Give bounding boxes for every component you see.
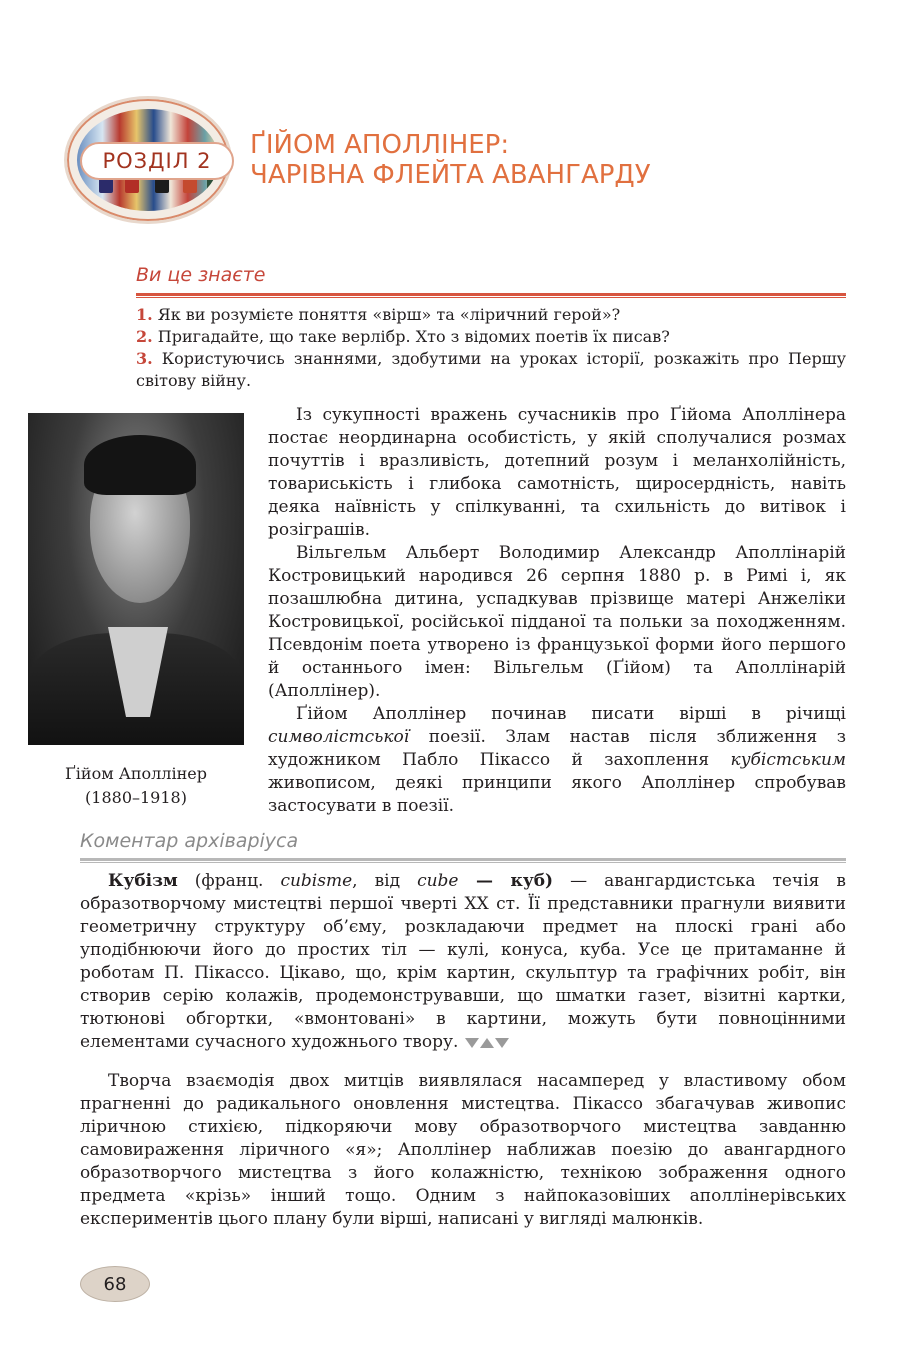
- archivist-rule: [80, 858, 846, 861]
- chapter-title: [250, 130, 810, 190]
- know-section-heading: Ви це знаєте: [136, 264, 266, 286]
- question-number: 2.: [136, 327, 153, 346]
- page-number: 68: [80, 1266, 150, 1302]
- archivist-text: [80, 870, 846, 1054]
- question-text: Як ви розумієте поняття «вірш» та «ліричний герой»?: [152, 305, 621, 324]
- bio-p3-italic: символістської: [268, 727, 410, 747]
- bio-paragraph-1: Із сукупності вражень сучасників про Ґійома Аполлінера постає неординарна особистість, у якій сполучалися розмах почуттів і вразливість, дотепний розум і меланхолійність, товариськість і глибока самотність, щиросердність, навіть деяка наївність у спілкуванні, та схильність до витівок і розіграшів.: [268, 405, 846, 540]
- know-section-rule-thin: [136, 297, 846, 298]
- archivist-paragraph: [80, 870, 846, 1054]
- portrait-caption: [28, 762, 244, 810]
- archivist-heading: Коментар архіваріуса: [80, 830, 299, 852]
- know-section-rule: [136, 293, 846, 296]
- archivist-italic: cubisme: [280, 871, 353, 891]
- chapter-title-line2: ЧАРІВНА ФЛЕЙТА АВАНГАРДУ: [250, 160, 651, 190]
- caption-years: (1880–1918): [85, 788, 187, 807]
- bio-text: [268, 404, 846, 818]
- question-item: [136, 326, 846, 348]
- end-marker-icon: [464, 1032, 509, 1052]
- bio-p3-italic: кубістським: [730, 750, 846, 770]
- archivist-text-part: , від: [352, 871, 418, 891]
- main-text: [80, 1070, 846, 1231]
- question-number: 3.: [136, 349, 153, 368]
- bio-p3-text: живописом, деякі принципи якого Аполлінер спробував застосувати в поезії.: [268, 773, 846, 816]
- bio-p3-text: Ґійом Аполлінер починав писати вірші в річищі: [296, 704, 846, 724]
- bio-p3-text: поезії. Злам настав після зближення з художником Пабло Пікассо й захоплення: [268, 727, 846, 770]
- archivist-rule-thin: [80, 862, 846, 863]
- chapter-badge: РОЗДІЛ 2: [80, 142, 234, 180]
- archivist-text-part: (франц.: [177, 871, 281, 891]
- question-item: [136, 304, 846, 326]
- bio-paragraph-2: Вільгельм Альберт Володимир Александр Аполлінарій Костровицький народився 26 серпня 1880 р. в Римі і, як позашлюбна дитина, успадкував прізвище матері Анжеліки Костровицької, російської підданої та польки за походженням. Псевдонім поета утворено із французької форми його першого й останнього імен: Вільгельм (Ґійом) та Аполлінарій (Аполлінер).: [268, 543, 846, 701]
- question-number: 1.: [136, 305, 153, 324]
- bio-paragraph-3: [268, 703, 846, 818]
- archivist-italic: cube: [417, 871, 459, 891]
- question-list: [136, 304, 846, 392]
- portrait-photo: [28, 413, 244, 745]
- chapter-title-line1: ҐІЙОМ АПОЛЛІНЕР:: [250, 130, 510, 160]
- caption-name: Ґійом Аполлінер: [65, 764, 207, 783]
- portrait-hair: [84, 435, 196, 495]
- question-item: [136, 348, 846, 392]
- question-text: Пригадайте, що таке верлібр. Хто з відомих поетів їх писав?: [152, 327, 670, 346]
- question-text: Користуючись знаннями, здобутими на уроках історії, розкажіть про Першу світову війну.: [136, 349, 846, 390]
- term-cubism: Кубізм: [108, 871, 178, 891]
- main-paragraph: Творча взаємодія двох митців виявлялася насамперед у властивому обом прагненні до радикального оновлення мистецтва. Пікассо збагачував живопис ліричною стихією, підкоряючи мову образотворчого мистецтва завданню самовираження ліричного «я»; Аполлінер наближав поезію до авангардного образотворчого мистецтва з його колажністю, технікою зображення одного предмета «крізь» інший тощо. Одним з найпоказовіших аполлінерівських експериментів цього плану були вірші, написані у вигляді малюнків.: [80, 1071, 846, 1229]
- archivist-text-part: — авангардистська течія в образотворчому мистецтві першої чверті XX ст. Її представники прагнули виявити геометричну структуру об’єму, розкладаючи предмет на плоскі грані або уподібнюючи його до простих тіл — кулі, конуса, куба. Усе це притаманне й роботам П. Пікассо. Цікаво, що, крім картин, скульптур та графічних робіт, він створив серію колажів, продемонструвавши, що шматки газет, візитні картки, тютюнові обгортки, «вмонтовані» в картини, можуть бути повноцінними елементами сучасного художнього твору.: [80, 871, 846, 1052]
- archivist-text-bold: — куб): [458, 871, 554, 891]
